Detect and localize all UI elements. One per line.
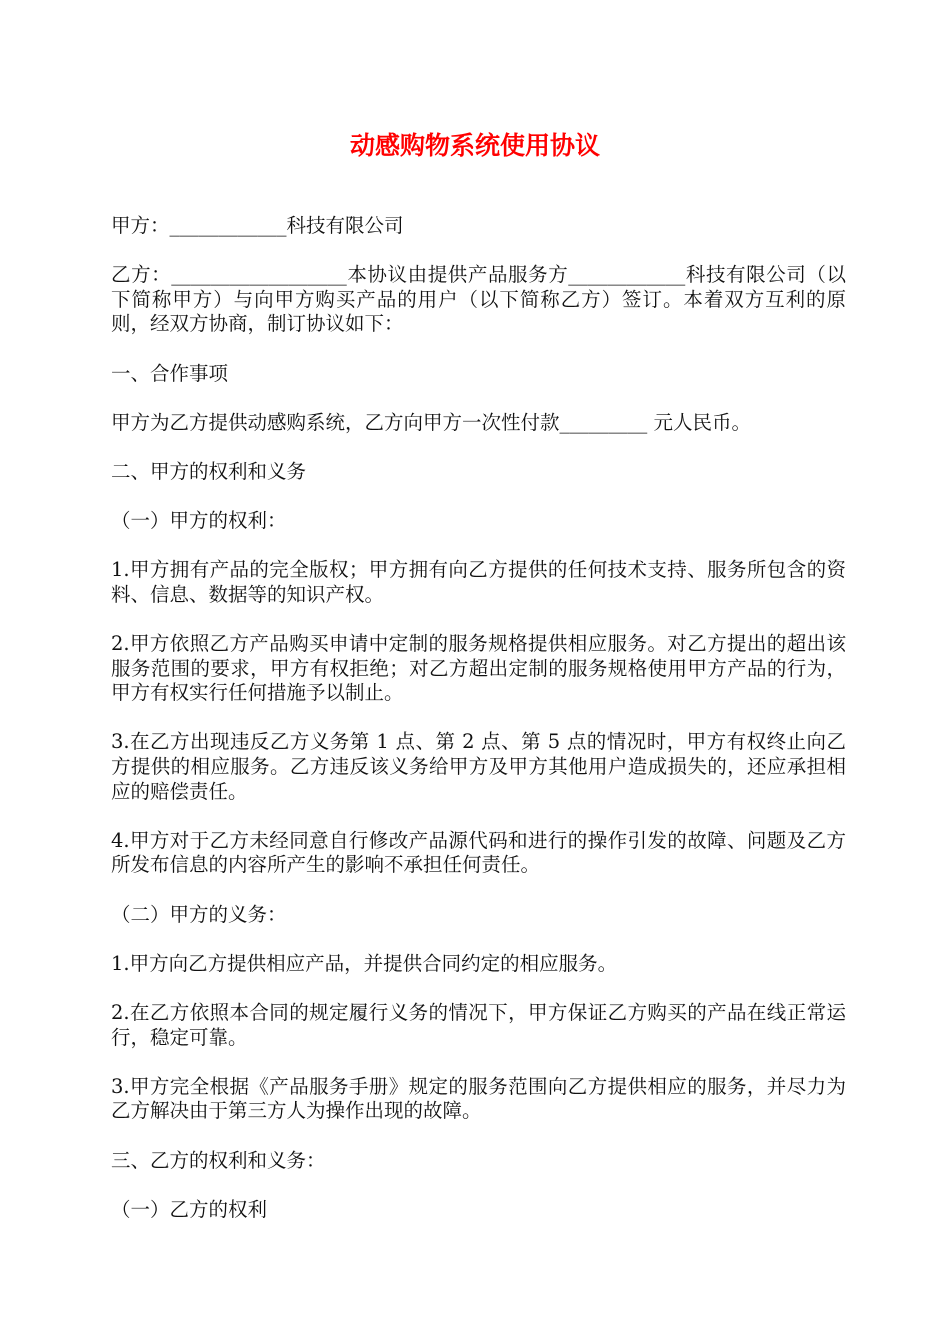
document-body xyxy=(111,214,846,1247)
section-heading-party-a: 二、甲方的权利和义务 xyxy=(111,459,307,483)
party-a-right-4: 4.甲方对于乙方未经同意自行修改产品源代码和进行的操作引发的故障、问题及乙方所发布信息的内容所产生的影响不承担任何责任。 xyxy=(111,828,846,877)
party-a-obligation-3: 3.甲方完全根据《产品服务手册》规定的服务范围向乙方提供相应的服务，并尽力为乙方解决由于第三方人为操作出现的故障。 xyxy=(111,1074,846,1123)
section-heading-cooperation: 一、合作事项 xyxy=(111,361,229,385)
party-a-obligation-2: 2.在乙方依照本合同的规定履行义务的情况下，甲方保证乙方购买的产品在线正常运行，稳定可靠。 xyxy=(111,1001,846,1049)
document-title: 动感购物系统使用协议 xyxy=(349,131,600,160)
party-a-right-1: 1.甲方拥有产品的完全版权；甲方拥有向乙方提供的任何技术支持、服务所包含的资料、信息、数据等的知识产权。 xyxy=(111,558,846,606)
subheading-party-a-obligations: （二）甲方的义务： xyxy=(111,902,287,926)
section-heading-party-b: 三、乙方的权利和义务： xyxy=(111,1148,326,1172)
party-b-intro-paragraph: 乙方：__________________本协议由提供产品服务方____________科技有限公司（以下简称甲方）与向甲方购买产品的用户（以下简称乙方）签订。本着双方互利的原则，经双方协商，制订协议如下： xyxy=(111,263,846,336)
cooperation-paragraph: 甲方为乙方提供动感购系统，乙方向甲方一次性付款_________ 元人民币。 xyxy=(111,410,751,434)
party-a-obligation-1: 1.甲方向乙方提供相应产品，并提供合同约定的相应服务。 xyxy=(111,951,618,975)
subheading-party-b-rights: （一）乙方的权利 xyxy=(111,1197,268,1221)
party-a-right-3: 3.在乙方出现违反乙方义务第 1 点、第 2 点、第 5 点的情况时，甲方有权终止向乙方提供的相应服务。乙方违反该义务给甲方及甲方其他用户造成损失的，还应承担相应的赔偿责任。 xyxy=(111,730,846,803)
party-a-line: 甲方：____________科技有限公司 xyxy=(111,214,404,237)
subheading-party-a-rights: （一）甲方的权利： xyxy=(111,509,287,533)
party-a-right-2: 2.甲方依照乙方产品购买申请中定制的服务规格提供相应服务。对乙方提出的超出该服务范围的要求，甲方有权拒绝；对乙方超出定制的服务规格使用甲方产品的行为，甲方有权实行任何措施予以制止。 xyxy=(111,632,846,705)
